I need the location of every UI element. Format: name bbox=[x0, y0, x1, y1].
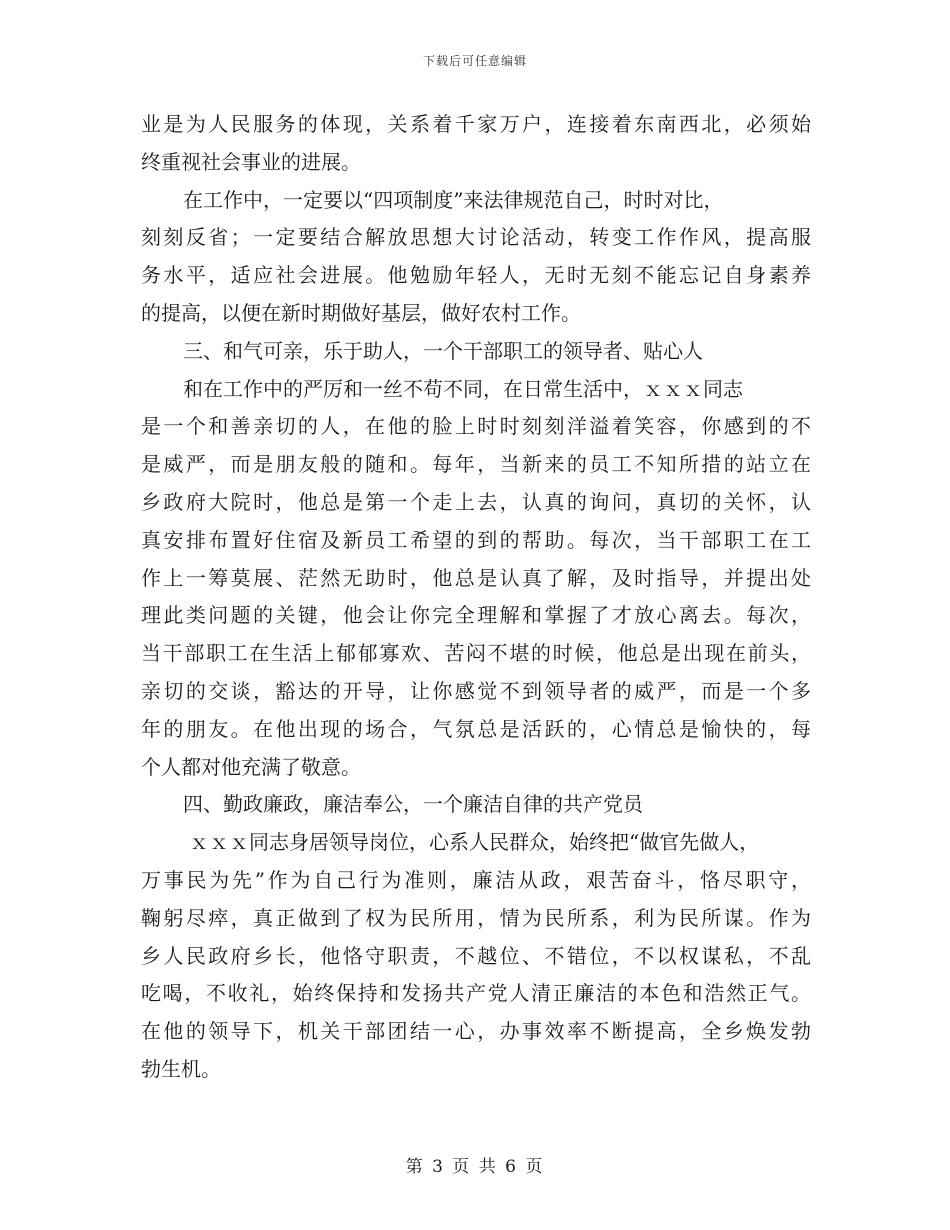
body-line: 吃喝，不收礼，始终保持和发扬共产党人清正廉洁的本色和浩然正气。 bbox=[141, 981, 811, 1006]
body-line: 真安排布置好住宿及新员工希望的到的帮助。每次，当干部职工在工 bbox=[141, 527, 811, 552]
body-line: 乡政府大院时，他总是第一个走上去，认真的询问，真切的关怀，认 bbox=[141, 489, 811, 514]
body-line: 亲切的交谈，豁达的开导，让你感觉不到领导者的威严，而是一个多 bbox=[141, 678, 811, 703]
body-line: 乡人民政府乡长，他恪守职责，不越位、不错位，不以权谋私，不乱 bbox=[141, 943, 811, 968]
body-line: 鞠躬尽瘁，真正做到了权为民所用，情为民所系，利为民所谋。作为 bbox=[141, 905, 811, 930]
body-line: 是威严，而是朋友般的随和。每年，当新来的员工不知所措的站立在 bbox=[141, 452, 811, 477]
section-heading: 三、和气可亲，乐于助人，一个干部职工的领导者、贴心人 bbox=[183, 338, 703, 363]
body-line: 当干部职工在生活上郁郁寡欢、苦闷不堪的时候，他总是出现在前头， bbox=[141, 641, 811, 666]
body-line: 个人都对他充满了敬意。 bbox=[141, 754, 361, 779]
page-number-footer: 第 3 页 共 6 页 bbox=[405, 1157, 545, 1177]
section-heading: 四、勤政廉政，廉洁奉公，一个廉洁自律的共产党员 bbox=[183, 792, 643, 817]
body-line: 的提高，以便在新时期做好基层，做好农村工作。 bbox=[141, 300, 581, 325]
body-line: 业是为人民服务的体现，关系着千家万户，连接着东南西北，必须始 bbox=[141, 112, 811, 136]
body-line: 在他的领导下，机关干部团结一心，办事效率不断提高，全乡焕发勃 bbox=[141, 1019, 811, 1044]
paragraph-start-line: 在工作中，一定要以“四项制度”来法律规范自己，时时对比， bbox=[183, 187, 724, 212]
body-line: 务水平，适应社会进展。他勉励年轻人，无时无刻不能忘记自身素养 bbox=[141, 263, 811, 288]
body-line: 万事民为先”作为自己行为准则，廉洁从政，艰苦奋斗，恪尽职守， bbox=[141, 867, 811, 892]
body-line: 终重视社会事业的进展。 bbox=[141, 149, 361, 174]
document-body bbox=[141, 106, 811, 1089]
body-line: 刻刻反省；一定要结合解放思想大讨论活动，转变工作作风，提高服 bbox=[141, 225, 811, 250]
body-line: 勃生机。 bbox=[141, 1056, 221, 1081]
paragraph-start-line: ｘｘｘ同志身居领导岗位，心系人民群众，始终把“做官先做人， bbox=[189, 830, 760, 855]
body-line: 理此类问题的关键，他会让你完全理解和掌握了才放心离去。每次， bbox=[141, 603, 811, 628]
page-header: 下载后可任意编辑 bbox=[422, 54, 527, 68]
body-line: 是一个和善亲切的人，在他的脸上时时刻刻洋溢着笑容，你感到的不 bbox=[141, 414, 811, 439]
paragraph-start-line: 和在工作中的严厉和一丝不苟不同，在日常生活中，ｘｘｘ同志 bbox=[183, 376, 743, 401]
body-line: 年的朋友。在他出现的场合，气氛总是活跃的，心情总是愉快的，每 bbox=[141, 716, 811, 741]
body-line: 作上一筹莫展、茫然无助时，他总是认真了解，及时指导，并提出处 bbox=[141, 565, 811, 590]
